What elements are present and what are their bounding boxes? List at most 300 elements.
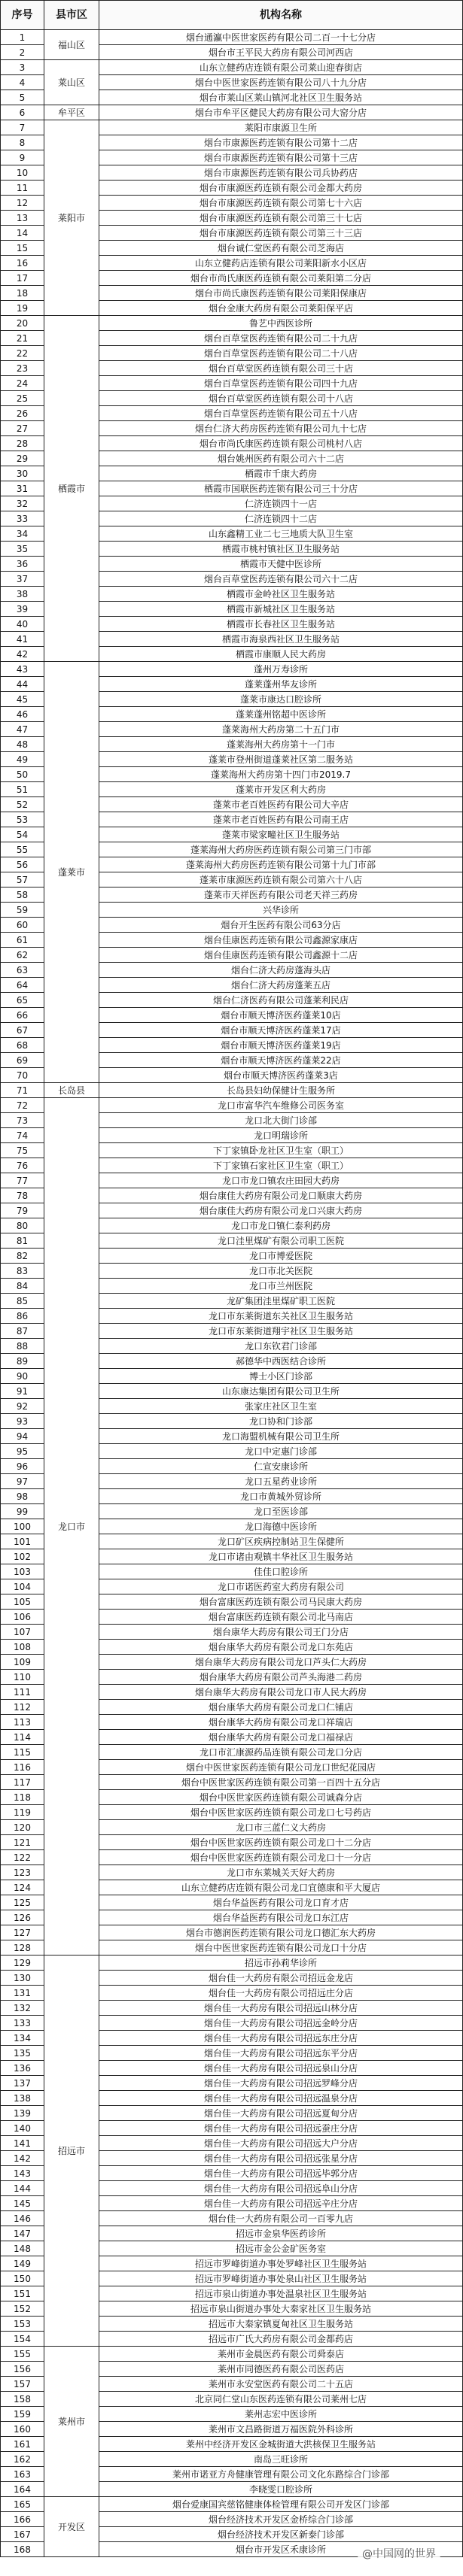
row-org-name: 烟台仁济大药房蓬莱五店 [99, 978, 463, 993]
row-seq: 77 [1, 1173, 44, 1188]
row-seq: 108 [1, 1640, 44, 1655]
row-org-name: 烟台康华大药房有限公司龙口芦头仁大药房 [99, 1655, 463, 1670]
row-seq: 162 [1, 2452, 44, 2467]
row-org-name: 蓬莱海州大药房医药连锁有限公司第十九门市部 [99, 857, 463, 872]
row-district: 栖霞市 [44, 316, 99, 662]
row-org-name: 山东立健药店连锁有限公司莱阳新水小区店 [99, 256, 463, 271]
row-org-name: 烟台中医世家医药连锁有限公司龙口七号药店 [99, 1805, 463, 1820]
row-seq: 15 [1, 241, 44, 256]
row-org-name: 博士小区门诊部 [99, 1369, 463, 1384]
row-org-name: 烟台康华大药房有限公司龙口市人民大药房 [99, 1685, 463, 1700]
row-org-name: 烟台百草堂医药连锁有限公司十八店 [99, 391, 463, 406]
row-seq: 123 [1, 1865, 44, 1880]
row-org-name: 龙口市龙口镇仁泰利药房 [99, 1218, 463, 1233]
row-org-name: 烟台佳康医药连锁有限公司鑫源家康店 [99, 933, 463, 948]
row-org-name: 蓬莱市康达口腔诊所 [99, 692, 463, 707]
row-org-name: 莱州市同德医药有限公司医药店 [99, 2362, 463, 2377]
row-org-name: 烟台百草堂医药连锁有限公司二十八店 [99, 346, 463, 361]
row-seq: 78 [1, 1188, 44, 1203]
row-org-name: 烟台百草堂医药连锁有限公司五十八店 [99, 406, 463, 421]
row-org-name: 栖霞市天健中医诊所 [99, 557, 463, 572]
row-org-name: 招远市罗峰街道办事处罗峰社区卫生服务站 [99, 2256, 463, 2271]
row-seq: 12 [1, 196, 44, 211]
row-org-name: 烟台华益医药有限公司龙口育才店 [99, 1895, 463, 1910]
row-org-name: 烟台康华大药房有限公司龙口东苑店 [99, 1640, 463, 1655]
row-seq: 105 [1, 1594, 44, 1610]
row-seq: 34 [1, 526, 44, 542]
row-org-name: 栖霞市康顺人民大药房 [99, 647, 463, 662]
row-seq: 28 [1, 436, 44, 451]
row-seq: 111 [1, 1685, 44, 1700]
row-org-name: 烟台金康大药房有限公司莱阳保平店 [99, 301, 463, 316]
row-seq: 5 [1, 90, 44, 105]
row-seq: 14 [1, 226, 44, 241]
row-org-name: 栖霞市长春社区卫生服务站 [99, 617, 463, 632]
row-org-name: 烟台市康源医药连锁有限公司第七十六店 [99, 196, 463, 211]
row-org-name: 烟台华益医药有限公司龙口东江店 [99, 1910, 463, 1925]
row-org-name: 北京同仁堂山东医药连锁有限公司莱州七店 [99, 2392, 463, 2407]
row-seq: 71 [1, 1083, 44, 1098]
row-org-name: 李晓雯口腔诊所 [99, 2482, 463, 2497]
row-org-name: 烟台市康源医药连锁有限公司金都大药房 [99, 181, 463, 196]
row-seq: 63 [1, 963, 44, 978]
row-org-name: 山东立健药店连锁有限公司龙口宜德康和平大厦店 [99, 1880, 463, 1895]
row-seq: 143 [1, 2166, 44, 2181]
row-seq: 11 [1, 181, 44, 196]
row-org-name: 蓬莱市天祥医药有限公司老天祥三药房 [99, 887, 463, 903]
row-org-name: 招远市金公金矿医务室 [99, 2241, 463, 2256]
row-seq: 1 [1, 30, 44, 45]
row-seq: 75 [1, 1143, 44, 1158]
row-seq: 37 [1, 572, 44, 587]
row-seq: 141 [1, 2136, 44, 2151]
row-seq: 65 [1, 993, 44, 1008]
row-org-name: 仁济连锁四十二店 [99, 511, 463, 526]
row-district: 长岛县 [44, 1083, 99, 1098]
row-org-name: 烟台佳一大药房有限公司招远毕郭分店 [99, 2166, 463, 2181]
row-org-name: 龙口市东莱城关天好大药房 [99, 1865, 463, 1880]
row-seq: 150 [1, 2271, 44, 2286]
row-org-name: 烟台仁济大药房蓬海头店 [99, 963, 463, 978]
row-org-name: 龙口洼里煤矿有限公司职工医院 [99, 1233, 463, 1249]
row-org-name: 龙口海德中医诊所 [99, 1519, 463, 1534]
row-org-name: 烟台市顺天博济医药蓬莱19店 [99, 1038, 463, 1053]
row-seq: 166 [1, 2512, 44, 2527]
row-org-name: 长岛县妇幼保健计生服务所 [99, 1083, 463, 1098]
row-org-name: 龙矿集团洼里煤矿职工医院 [99, 1294, 463, 1309]
row-seq: 36 [1, 557, 44, 572]
row-org-name: 蓬莱海州大药房第二十五门市 [99, 722, 463, 737]
row-seq: 167 [1, 2527, 44, 2542]
row-seq: 85 [1, 1294, 44, 1309]
row-org-name: 烟台佳一大药房有限公司招远东平分店 [99, 2046, 463, 2061]
table-row [1, 1083, 463, 1098]
row-org-name: 栖霞市千康大药房 [99, 466, 463, 481]
row-org-name: 龙口北大街门诊部 [99, 1113, 463, 1128]
row-org-name: 莱州市永安堂医药有限公司二十五店 [99, 2377, 463, 2392]
row-org-name: 龙口协和门诊部 [99, 1414, 463, 1429]
row-seq: 46 [1, 707, 44, 722]
row-seq: 138 [1, 2091, 44, 2106]
row-seq: 128 [1, 1940, 44, 1956]
row-seq: 126 [1, 1910, 44, 1925]
row-org-name: 兴华诊所 [99, 903, 463, 918]
row-org-name: 仁济连锁四十一店 [99, 496, 463, 511]
row-org-name: 烟台仁济医药有限公司蓬莱利民店 [99, 993, 463, 1008]
row-org-name: 烟台富康医药连锁有限公司北马南店 [99, 1610, 463, 1625]
row-org-name: 莱州市金晨医药有限公司舜泰店 [99, 2347, 463, 2362]
row-seq: 115 [1, 1745, 44, 1760]
watermark: @中国网的世界 [358, 2544, 440, 2562]
row-org-name: 烟台康华大药房有限公司龙口福禄店 [99, 1730, 463, 1745]
row-org-name: 龙口市汇康源药品连锁有限公司龙口分店 [99, 1745, 463, 1760]
row-seq: 31 [1, 481, 44, 496]
row-seq: 29 [1, 451, 44, 466]
row-seq: 51 [1, 782, 44, 797]
row-seq: 91 [1, 1384, 44, 1399]
row-org-name: 龙口市三蓝仁义大药房 [99, 1820, 463, 1835]
row-org-name: 烟台开生医药有限公司63分店 [99, 918, 463, 933]
row-org-name: 烟台市牟平区健民大药房有限公司大窑分店 [99, 105, 463, 120]
row-seq: 155 [1, 2347, 44, 2362]
row-seq: 42 [1, 647, 44, 662]
table-row [1, 105, 463, 120]
row-org-name: 龙口市北关医院 [99, 1264, 463, 1279]
row-seq: 72 [1, 1098, 44, 1113]
row-seq: 48 [1, 737, 44, 752]
row-seq: 52 [1, 797, 44, 812]
row-seq: 84 [1, 1279, 44, 1294]
row-org-name: 烟台佳一大药房有限公司招远辛庄分店 [99, 2196, 463, 2211]
row-org-name: 烟台市尚氏康医药连锁有限公司桃村八店 [99, 436, 463, 451]
row-seq: 33 [1, 511, 44, 526]
row-seq: 76 [1, 1158, 44, 1173]
row-org-name: 烟台佳一大药房有限公司招远金龙店 [99, 1971, 463, 1986]
table-row [1, 2347, 463, 2362]
row-seq: 159 [1, 2407, 44, 2422]
row-seq: 55 [1, 842, 44, 857]
row-district: 莱山区 [44, 60, 99, 105]
table-row [1, 316, 463, 331]
row-org-name: 烟台佳一大药房有限公司招远金岭分店 [99, 2016, 463, 2031]
row-seq: 99 [1, 1504, 44, 1519]
row-org-name: 烟台百草堂医药连锁有限公司二十九店 [99, 331, 463, 346]
row-org-name: 张家庄社区卫生室 [99, 1399, 463, 1414]
row-seq: 149 [1, 2256, 44, 2271]
row-seq: 57 [1, 872, 44, 887]
row-org-name: 龙口至医诊部 [99, 1504, 463, 1519]
row-org-name: 鲁艺中西医诊所 [99, 316, 463, 331]
row-seq: 124 [1, 1880, 44, 1895]
row-org-name: 烟台康华大药房有限公司王门分店 [99, 1625, 463, 1640]
row-seq: 164 [1, 2482, 44, 2497]
row-seq: 116 [1, 1760, 44, 1775]
row-seq: 70 [1, 1068, 44, 1083]
row-org-name: 龙口东钦君门诊部 [99, 1339, 463, 1354]
row-org-name: 烟台市莱山区莱山镇河北社区卫生服务站 [99, 90, 463, 105]
row-district: 蓬莱市 [44, 662, 99, 1083]
row-seq: 95 [1, 1444, 44, 1459]
row-org-name: 烟台中医世家医药连锁有限公司诚森分店 [99, 1790, 463, 1805]
row-org-name: 龙口市龙口镇农庄田园大药房 [99, 1173, 463, 1188]
row-org-name: 佳佳口腔诊所 [99, 1564, 463, 1579]
row-seq: 3 [1, 60, 44, 75]
row-seq: 53 [1, 812, 44, 827]
row-seq: 6 [1, 105, 44, 120]
row-seq: 10 [1, 165, 44, 181]
row-seq: 26 [1, 406, 44, 421]
row-org-name: 龙口市兰州医院 [99, 1279, 463, 1294]
row-seq: 30 [1, 466, 44, 481]
row-seq: 160 [1, 2422, 44, 2437]
row-org-name: 烟台佳一大药房有限公司招远夏甸分店 [99, 2106, 463, 2121]
row-org-name: 烟台爱康国宾慈铭健康体检管理有限公司开发区门诊部 [99, 2497, 463, 2512]
row-seq: 20 [1, 316, 44, 331]
row-org-name: 招远市大秦家镇夏甸社区卫生服务站 [99, 2317, 463, 2332]
row-seq: 62 [1, 948, 44, 963]
row-org-name: 烟台佳一大药房有限公司招远蚕庄分店 [99, 2121, 463, 2136]
row-seq: 4 [1, 75, 44, 90]
row-org-name: 烟台百草堂医药连锁有限公司三十店 [99, 361, 463, 376]
row-org-name: 招远市罗峰街道办事处泉山社区卫生服务站 [99, 2271, 463, 2286]
row-org-name: 烟台佳一大药房有限公司招远大户分店 [99, 2136, 463, 2151]
row-seq: 98 [1, 1489, 44, 1504]
row-seq: 92 [1, 1399, 44, 1414]
row-org-name: 南岛三旺诊所 [99, 2452, 463, 2467]
row-seq: 93 [1, 1414, 44, 1429]
row-org-name: 烟台中医世家医药连锁有限公司龙口十二分店 [99, 1835, 463, 1850]
row-org-name: 栖霞市金岭社区卫生服务站 [99, 587, 463, 602]
row-seq: 66 [1, 1008, 44, 1023]
row-seq: 83 [1, 1264, 44, 1279]
row-org-name: 招远市广氏大药房有限公司金都药店 [99, 2332, 463, 2347]
row-seq: 86 [1, 1309, 44, 1324]
row-org-name: 蓬莱海州大药房医药连锁有限公司第三门市部 [99, 842, 463, 857]
row-org-name: 龙口五星药业诊所 [99, 1474, 463, 1489]
row-seq: 101 [1, 1534, 44, 1549]
row-seq: 137 [1, 2076, 44, 2091]
row-seq: 139 [1, 2106, 44, 2121]
row-org-name: 龙口明瑞诊所 [99, 1128, 463, 1143]
row-seq: 129 [1, 1956, 44, 1971]
table-row [1, 30, 463, 45]
row-seq: 43 [1, 662, 44, 677]
row-org-name: 烟台康华大药房有限公司龙口仁铺店 [99, 1700, 463, 1715]
row-seq: 8 [1, 135, 44, 150]
row-org-name: 蓬莱海州大药房第十一门市 [99, 737, 463, 752]
row-seq: 103 [1, 1564, 44, 1579]
row-org-name: 烟台市顺天博济医药蓬莱17店 [99, 1023, 463, 1038]
row-org-name: 烟台市顺天博济医药蓬莱3店 [99, 1068, 463, 1083]
table-row [1, 1956, 463, 1971]
row-org-name: 莱州志宏中医诊所 [99, 2407, 463, 2422]
row-seq: 19 [1, 301, 44, 316]
row-org-name: 龙口矿区疾病控制站卫生保健所 [99, 1534, 463, 1549]
row-seq: 16 [1, 256, 44, 271]
row-seq: 165 [1, 2497, 44, 2512]
row-seq: 152 [1, 2301, 44, 2317]
row-org-name: 烟台佳一大药房有限公司招远张星分店 [99, 2151, 463, 2166]
row-org-name: 山东康达集团有限公司卫生所 [99, 1384, 463, 1399]
row-seq: 9 [1, 150, 44, 165]
row-seq: 40 [1, 617, 44, 632]
row-org-name: 烟台佳一大药房有限公司招远阜山分店 [99, 2181, 463, 2196]
row-seq: 134 [1, 2031, 44, 2046]
row-seq: 121 [1, 1835, 44, 1850]
table-row [1, 1098, 463, 1113]
row-org-name: 招远市金泉华医药诊所 [99, 2226, 463, 2241]
row-org-name: 栖霞市海泉西社区卫生服务站 [99, 632, 463, 647]
row-org-name: 烟台佳一大药房有限公司招远庄分店 [99, 1986, 463, 2001]
row-org-name: 蓬莱海州大药房第十四门市2019.7 [99, 767, 463, 782]
header-row [1, 1, 463, 30]
row-org-name: 山东立健药店连锁有限公司莱山迎春街店 [99, 60, 463, 75]
row-org-name: 烟台市尚氏康医药连锁有限公司莱阳第二分店 [99, 271, 463, 286]
row-seq: 125 [1, 1895, 44, 1910]
row-org-name: 龙口市博爱医院 [99, 1249, 463, 1264]
row-seq: 7 [1, 120, 44, 135]
row-seq: 156 [1, 2362, 44, 2377]
header-district: 县市区 [44, 1, 99, 30]
row-org-name: 烟台中医世家医药连锁有限公司八十九分店 [99, 75, 463, 90]
header-org: 机构名称 [99, 1, 463, 30]
row-seq: 35 [1, 542, 44, 557]
row-seq: 49 [1, 752, 44, 767]
row-seq: 110 [1, 1670, 44, 1685]
row-seq: 94 [1, 1429, 44, 1444]
row-seq: 132 [1, 2001, 44, 2016]
row-seq: 117 [1, 1775, 44, 1790]
row-seq: 102 [1, 1549, 44, 1564]
row-org-name: 烟台百草堂医药连锁有限公司六十二店 [99, 572, 463, 587]
row-seq: 136 [1, 2061, 44, 2076]
row-seq: 74 [1, 1128, 44, 1143]
row-org-name: 烟台经济技术开发区新泰门诊部 [99, 2527, 463, 2542]
row-org-name: 蓬莱市老百姓医药有限公司大辛店 [99, 797, 463, 812]
row-seq: 47 [1, 722, 44, 737]
row-district: 招远市 [44, 1956, 99, 2347]
row-district: 莱阳市 [44, 120, 99, 316]
row-org-name: 烟台市王平民大药房有限公司河西店 [99, 45, 463, 60]
row-org-name: 龙口中定惠门诊部 [99, 1444, 463, 1459]
row-seq: 38 [1, 587, 44, 602]
row-org-name: 烟台市康源医药连锁有限公司第十三店 [99, 150, 463, 165]
row-seq: 73 [1, 1113, 44, 1128]
row-org-name: 仁宣安康诊所 [99, 1459, 463, 1474]
row-org-name: 烟台市德润医药连锁有限公司龙口德汇东大药房 [99, 1925, 463, 1940]
row-seq: 82 [1, 1249, 44, 1264]
row-org-name: 蓬莱市老百姓医药有限公司南王店 [99, 812, 463, 827]
row-org-name: 烟台中医世家医药连锁有限公司龙口十一分店 [99, 1850, 463, 1865]
row-org-name: 烟台中医世家医药连锁有限公司龙口十分店 [99, 1940, 463, 1956]
row-org-name: 烟台通瀛中医世家医药有限公司二百一十七分店 [99, 30, 463, 45]
row-seq: 80 [1, 1218, 44, 1233]
row-seq: 25 [1, 391, 44, 406]
row-seq: 24 [1, 376, 44, 391]
row-org-name: 龙口市黄城外贸诊所 [99, 1489, 463, 1504]
row-org-name: 烟台佳一大药房有限公司一百零九店 [99, 2211, 463, 2226]
row-org-name: 烟台市康源医药连锁有限公司第三十三店 [99, 226, 463, 241]
row-seq: 67 [1, 1023, 44, 1038]
row-seq: 109 [1, 1655, 44, 1670]
row-seq: 23 [1, 361, 44, 376]
row-org-name: 烟台市顺天博济医药蓬莱10店 [99, 1008, 463, 1023]
row-org-name: 烟台诚仁堂医药有限公司芝海店 [99, 241, 463, 256]
row-org-name: 莱阳市康源卫生所 [99, 120, 463, 135]
row-district: 莱州市 [44, 2347, 99, 2497]
row-seq: 64 [1, 978, 44, 993]
row-seq: 120 [1, 1820, 44, 1835]
row-seq: 2 [1, 45, 44, 60]
row-org-name: 栖霞市桃村镇社区卫生服务站 [99, 542, 463, 557]
row-seq: 44 [1, 677, 44, 692]
row-seq: 113 [1, 1715, 44, 1730]
row-seq: 54 [1, 827, 44, 842]
row-seq: 45 [1, 692, 44, 707]
row-seq: 56 [1, 857, 44, 872]
row-org-name: 烟台佳一大药房有限公司招远泉山分店 [99, 2061, 463, 2076]
row-org-name: 烟台康佳大药房有限公司龙口顺康大药房 [99, 1188, 463, 1203]
row-seq: 130 [1, 1971, 44, 1986]
table-row [1, 662, 463, 677]
row-org-name: 烟台康华大药房有限公司芦头海港二药房 [99, 1670, 463, 1685]
row-org-name: 招远市孙莉华诊所 [99, 1956, 463, 1971]
row-seq: 22 [1, 346, 44, 361]
row-org-name: 蓬莱市梁家疃社区卫生服务站 [99, 827, 463, 842]
row-seq: 21 [1, 331, 44, 346]
row-seq: 135 [1, 2046, 44, 2061]
row-org-name: 蓬莱市康源医药连锁有限公司第六十八店 [99, 872, 463, 887]
row-seq: 13 [1, 211, 44, 226]
row-seq: 147 [1, 2226, 44, 2241]
row-org-name: 龙口市诺医药室大药房有限公司 [99, 1579, 463, 1594]
row-seq: 114 [1, 1730, 44, 1745]
row-seq: 104 [1, 1579, 44, 1594]
row-seq: 96 [1, 1459, 44, 1474]
row-org-name: 龙口市东莱街道东关社区卫生服务站 [99, 1309, 463, 1324]
row-org-name: 烟台佳一大药房有限公司招远温泉分店 [99, 2091, 463, 2106]
row-seq: 50 [1, 767, 44, 782]
row-org-name: 郝德华中西医结合诊所 [99, 1354, 463, 1369]
row-seq: 69 [1, 1053, 44, 1068]
row-seq: 60 [1, 918, 44, 933]
row-org-name: 招远市泉山街道办事处大秦家社区卫生服务站 [99, 2301, 463, 2317]
row-org-name: 烟台百草堂医药连锁有限公司四十九店 [99, 376, 463, 391]
row-org-name: 龙口海盟机械有限公司卫生所 [99, 1429, 463, 1444]
row-seq: 81 [1, 1233, 44, 1249]
row-seq: 145 [1, 2196, 44, 2211]
table-row [1, 120, 463, 135]
row-seq: 100 [1, 1519, 44, 1534]
row-org-name: 烟台市康源医药连锁有限公司第三十七店 [99, 211, 463, 226]
row-org-name: 蓬莱蓬州华友诊所 [99, 677, 463, 692]
row-seq: 39 [1, 602, 44, 617]
table-row [1, 60, 463, 75]
row-seq: 127 [1, 1925, 44, 1940]
row-seq: 131 [1, 1986, 44, 2001]
row-org-name: 烟台富康医药连锁有限公司马民康大药房 [99, 1594, 463, 1610]
row-seq: 161 [1, 2437, 44, 2452]
row-org-name: 龙口市诸由观镇丰华社区卫生服务站 [99, 1549, 463, 1564]
row-seq: 107 [1, 1625, 44, 1640]
row-org-name: 烟台市尚氏康医药连锁有限公司莱阳保康店 [99, 286, 463, 301]
row-seq: 153 [1, 2317, 44, 2332]
row-seq: 106 [1, 1610, 44, 1625]
row-org-name: 烟台仁济大药房医药连锁有限公司九十七店 [99, 421, 463, 436]
row-org-name: 山东鑫精工业二七三地质大队卫生室 [99, 526, 463, 542]
row-seq: 97 [1, 1474, 44, 1489]
row-seq: 41 [1, 632, 44, 647]
